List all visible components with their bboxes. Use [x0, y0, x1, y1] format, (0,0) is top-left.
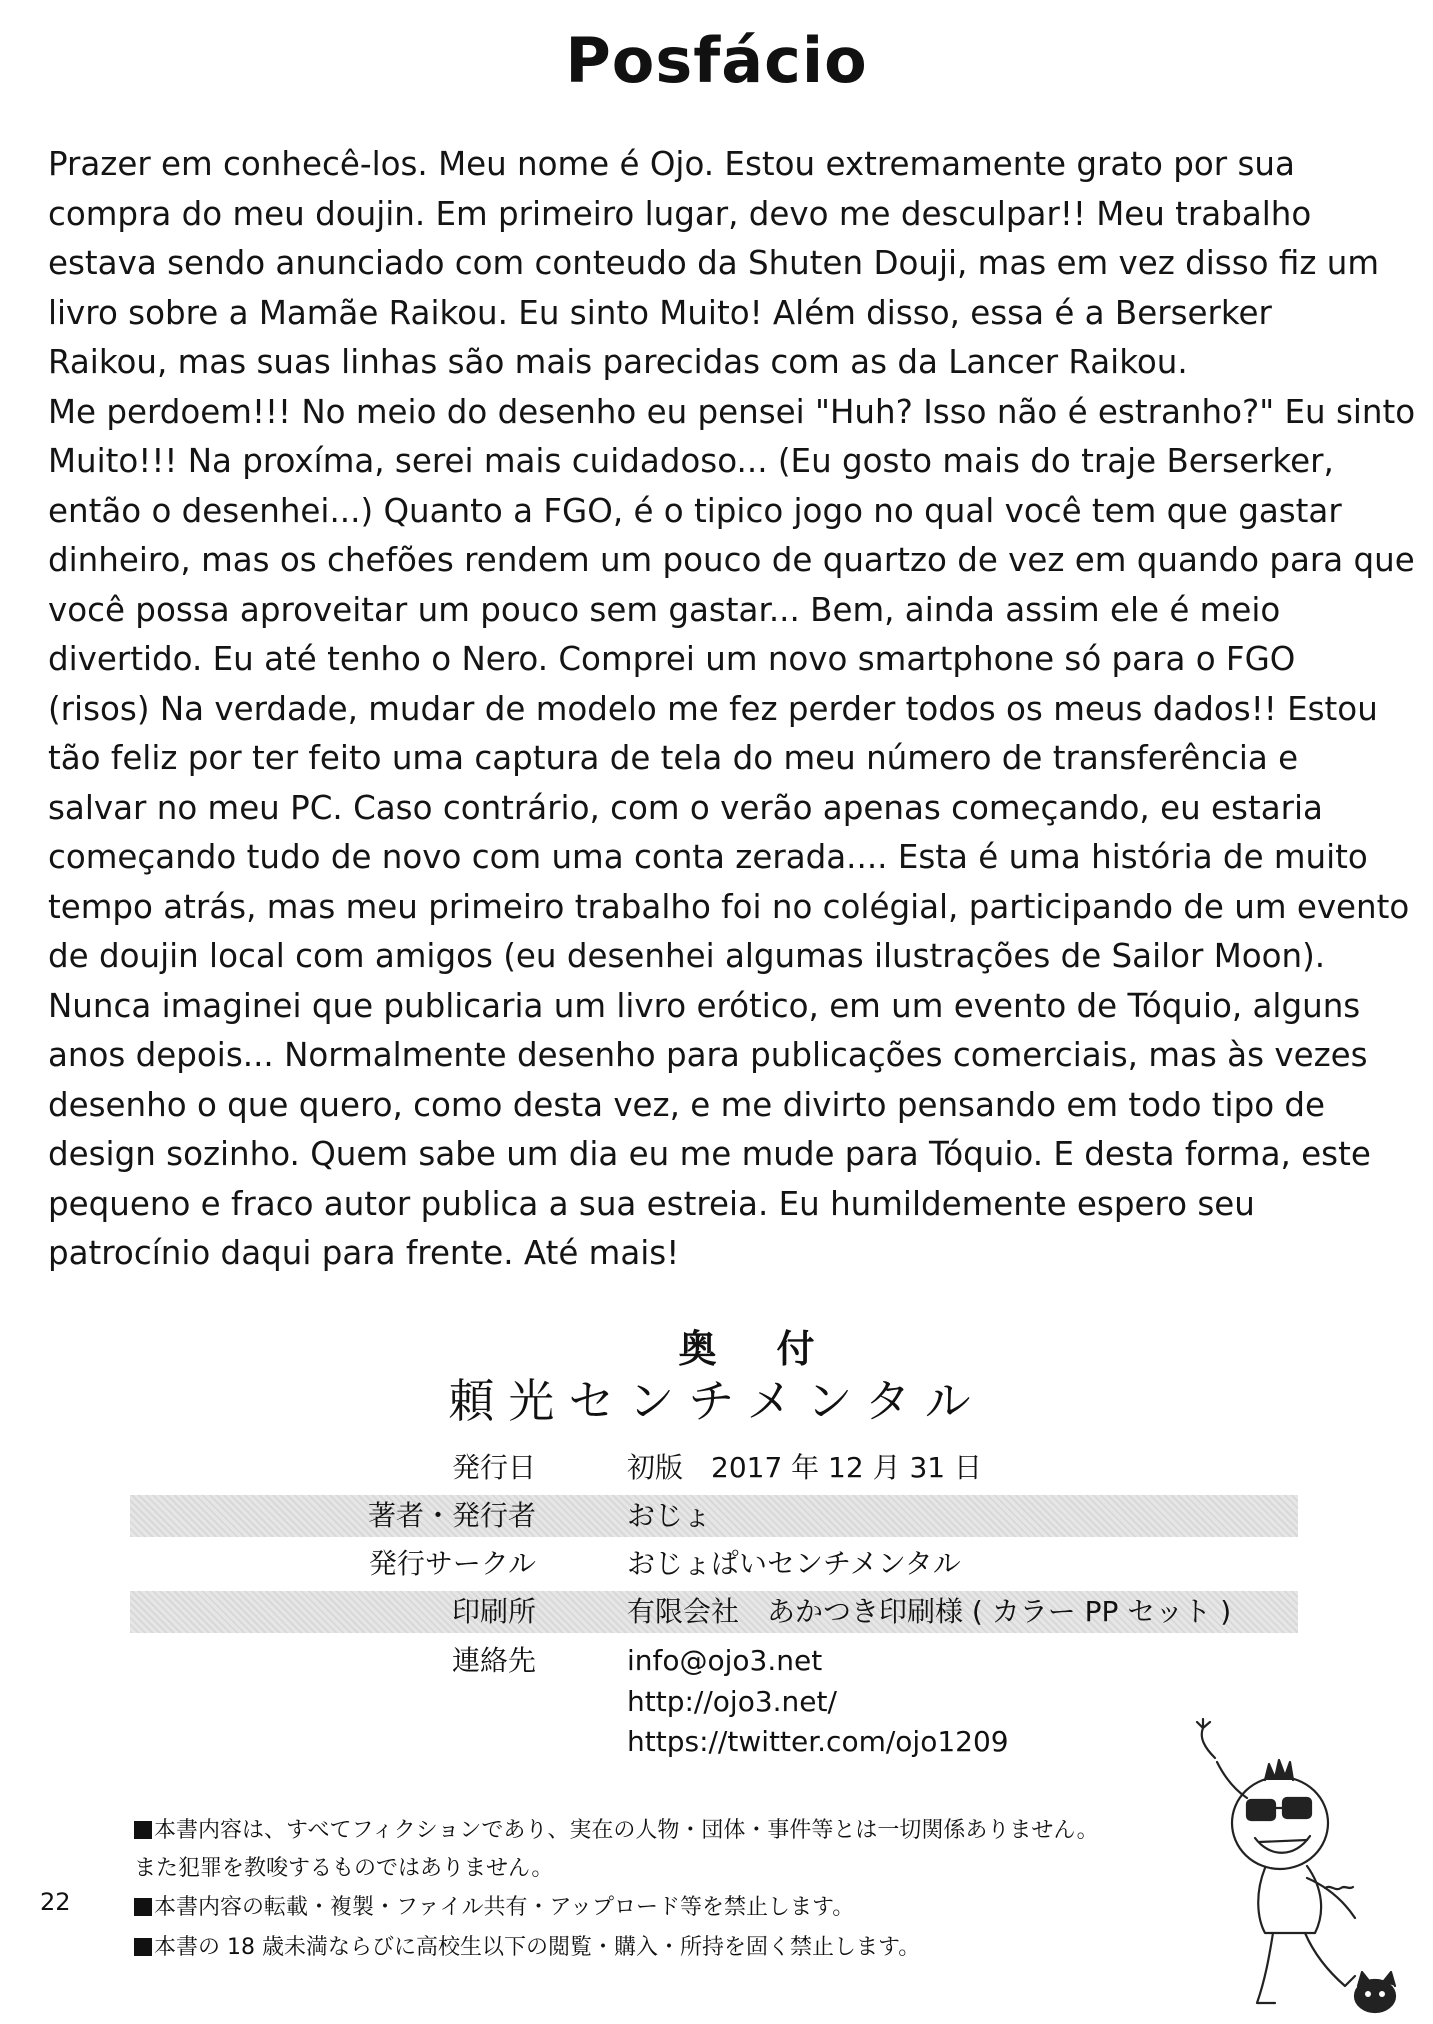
body-line: (risos) Na verdade, mudar de modelo me fez perder todos os meus dados!! Estou	[48, 689, 1378, 728]
book-title: 頼光センチメンタル	[448, 1374, 985, 1428]
row-label: 発行サークル	[368, 1547, 536, 1580]
colophon-row-date	[130, 1447, 1298, 1489]
colophon-row-printer	[130, 1591, 1298, 1633]
contact-website[interactable]: http://ojo3.net/	[627, 1685, 837, 1718]
row-value: 有限会社 あかつき印刷様 ( カラー PP セット )	[627, 1595, 1232, 1628]
body-line: você possa aproveitar um pouco sem gastar... Bem, ainda assim ele é meio	[48, 590, 1281, 629]
body-line: estava sendo anunciado com conteudo da Shuten Douji, mas em vez disso fiz um	[48, 244, 1379, 282]
row-value: 初版 2017 年 12 月 31 日	[627, 1451, 983, 1484]
row-label: 印刷所	[451, 1595, 536, 1628]
body-line: livro sobre a Mamãe Raikou. Eu sinto Muito! Além disso, essa é a Berserker	[48, 293, 1272, 332]
colophon-row-circle	[130, 1543, 1298, 1585]
page-title: Posfácio	[565, 24, 868, 97]
body-line: compra do meu doujin. Em primeiro lugar, devo me desculpar!! Meu trabalho	[48, 194, 1312, 233]
row-label: 発行日	[451, 1451, 536, 1484]
body-line: tão feliz por ter feito uma captura de tela do meu número de transferência e	[48, 739, 1299, 777]
row-label: 連絡先	[451, 1644, 536, 1677]
bullet-square-icon	[134, 1898, 152, 1916]
contact-twitter[interactable]: https://twitter.com/ojo1209	[627, 1725, 1009, 1758]
row-value: おじょ	[627, 1499, 712, 1532]
body-line: Muito!!! Na proxíma, serei mais cuidadoso... (Eu gosto mais do traje Berserker,	[48, 442, 1334, 480]
body-line: patrocínio daqui para frente. Até mais!	[48, 1234, 680, 1272]
body-line: design sozinho. Quem sabe um dia eu me mude para Tóquio. E desta forma, este	[48, 1135, 1371, 1173]
notice-line: 本書の 18 歳未満ならびに高校生以下の閲覧・購入・所持を固く禁止します。	[134, 1932, 920, 1964]
notice-line: 本書内容は、すべてフィクションであり、実在の人物・団体・事件等とは一切関係ありません。	[134, 1815, 1099, 1847]
body-line: pequeno e fraco autor publica a sua estreia. Eu humildemente espero seu	[48, 1184, 1255, 1223]
bullet-square-icon	[134, 1938, 152, 1956]
body-line: de doujin local com amigos (eu desenhei algumas ilustrações de Sailor Moon).	[48, 937, 1326, 975]
body-line: Nunca imaginei que publicaria um livro erótico, em um evento de Tóquio, alguns	[48, 986, 1361, 1025]
body-line: dinheiro, mas os chefões rendem um pouco de quartzo de vez em quando para que	[48, 541, 1415, 579]
colophon-heading: 奥付	[678, 1326, 875, 1371]
body-line: então o desenhei...) Quanto a FGO, é o tipico jogo no qual você tem que gastar	[48, 491, 1342, 530]
body-line: desenho o que quero, como desta vez, e me divirto pensando em todo tipo de	[48, 1085, 1326, 1124]
body-line: divertido. Eu até tenho o Nero. Comprei um novo smartphone só para o FGO	[48, 640, 1296, 678]
body-line: começando tudo de novo com uma conta zerada.... Esta é uma história de muito	[48, 838, 1368, 876]
body-line: tempo atrás, mas meu primeiro trabalho foi no colégial, participando de um evento	[48, 887, 1410, 926]
afterword-body	[48, 140, 1416, 1279]
author-mascot-illustration	[1195, 1718, 1425, 2018]
body-line: salvar no meu PC. Caso contrário, com o verão apenas começando, eu estaria	[48, 788, 1323, 827]
body-line: Raikou, mas suas linhas são mais parecidas com as da Lancer Raikou.	[48, 343, 1188, 381]
row-value: おじょぱいセンチメンタル	[627, 1547, 961, 1580]
colophon-row-contact	[130, 1640, 1298, 1682]
colophon-row-author	[130, 1495, 1298, 1537]
page-number: 22	[40, 1888, 71, 1916]
body-line: Prazer em conhecê-los. Meu nome é Ojo. Estou extremamente grato por sua	[48, 145, 1295, 183]
row-label: 著者・発行者	[367, 1499, 536, 1532]
notice-line: また犯罪を教唆するものではありません。	[134, 1856, 554, 1881]
bullet-square-icon	[134, 1821, 152, 1839]
contact-email[interactable]: info@ojo3.net	[627, 1644, 823, 1677]
body-line: anos depois... Normalmente desenho para publicações comerciais, mas às vezes	[48, 1036, 1368, 1074]
notice-line: 本書内容の転載・複製・ファイル共有・アップロード等を禁止します。	[134, 1892, 854, 1924]
body-line: Me perdoem!!! No meio do desenho eu pensei "Huh? Isso não é estranho?" Eu sinto	[48, 392, 1416, 431]
